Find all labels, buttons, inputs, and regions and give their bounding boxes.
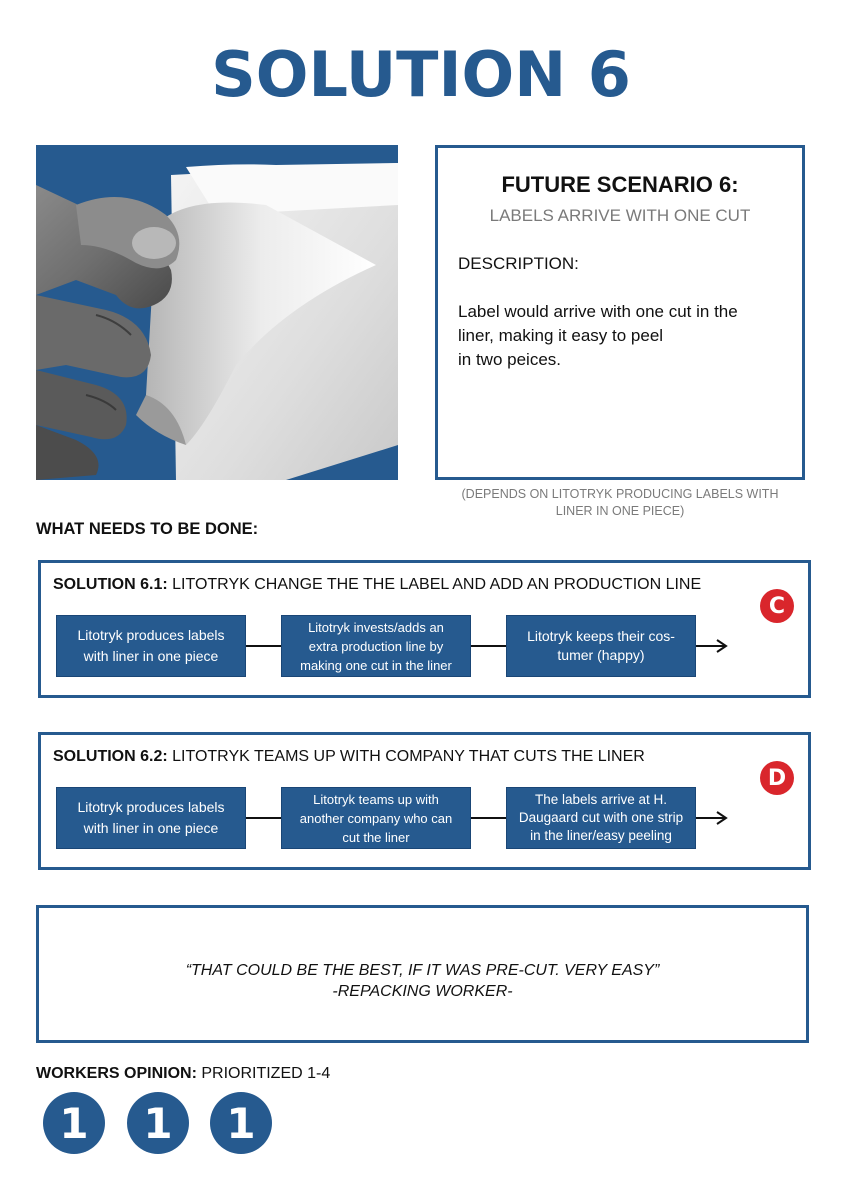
- worker-quote-card: [36, 905, 809, 1043]
- step-line: Daugaard cut with one strip: [518, 810, 684, 825]
- flow-step: [281, 787, 471, 849]
- scenario-subtitle: LABELS ARRIVE WITH ONE CUT: [489, 206, 751, 225]
- step-line: Litotryk produces labels: [77, 627, 225, 643]
- label-photo-illustration: [36, 145, 398, 480]
- step-line: cut the liner: [342, 829, 410, 845]
- step-line: with liner in one piece: [83, 820, 219, 836]
- solution-title: [53, 576, 701, 594]
- flow-step: [56, 787, 246, 849]
- solution-6-1-card: [38, 560, 811, 698]
- quote-attribution: -REPACKING WORKER-: [332, 983, 513, 1000]
- flow-connector: [471, 817, 506, 819]
- description-label: DESCRIPTION:: [458, 254, 579, 273]
- solution-title: [53, 748, 645, 766]
- dependency-line: LINER IN ONE PIECE): [555, 504, 685, 518]
- flow-connector: [246, 817, 281, 819]
- solution-badge: C: [760, 589, 794, 623]
- label-peeling-photo: [36, 145, 398, 480]
- dependency-line: (DEPENDS ON LITOTRYK PRODUCING LABELS WITH: [461, 487, 779, 501]
- flow-step: [506, 615, 696, 677]
- flow-connector: [246, 645, 281, 647]
- future-scenario-card: [435, 145, 805, 480]
- flow-step: [281, 615, 471, 677]
- step-line: Litotryk keeps their cos-: [527, 628, 675, 644]
- step-line: with liner in one piece: [83, 648, 219, 664]
- worker-quote: [39, 960, 806, 1002]
- what-needs-heading: WHAT NEEDS TO BE DONE:: [36, 520, 259, 538]
- solution-badge: D: [760, 761, 794, 795]
- flow-step: [506, 787, 696, 849]
- step-line: tumer (happy): [557, 647, 645, 663]
- step-line: The labels arrive at H.: [534, 792, 668, 807]
- step-line: Litotryk teams up with: [313, 791, 439, 807]
- solution-description: LITOTRYK TEAMS UP WITH COMPANY THAT CUTS THE LINER: [167, 748, 645, 765]
- solution-6-2-card: [38, 732, 811, 870]
- priority-rank-badge: 1: [210, 1092, 272, 1154]
- quote-text: “THAT COULD BE THE BEST, IF IT WAS PRE-CUT. VERY EASY”: [185, 962, 660, 979]
- description-line: liner, making it easy to peel: [458, 326, 664, 345]
- opinion-heading: WORKERS OPINION:: [36, 1065, 197, 1082]
- arrow-right-icon: [696, 810, 728, 826]
- dependency-note: [435, 486, 805, 520]
- step-line: in the liner/easy peeling: [530, 828, 672, 843]
- step-line: Litotryk produces labels: [77, 799, 225, 815]
- scenario-description: [458, 300, 788, 372]
- arrow-right-icon: [696, 638, 728, 654]
- flow-step: [56, 615, 246, 677]
- step-line: another company who can: [299, 810, 453, 826]
- description-line: in two peices.: [458, 350, 561, 369]
- opinion-value: PRIORITIZED 1-4: [196, 1065, 331, 1082]
- flow-connector: [471, 645, 506, 647]
- solution-label: SOLUTION 6.2:: [53, 748, 168, 765]
- description-line: Label would arrive with one cut in the: [458, 302, 738, 321]
- step-line: extra production line by: [308, 638, 444, 654]
- step-line: making one cut in the liner: [300, 657, 452, 673]
- priority-rank-badge: 1: [43, 1092, 105, 1154]
- workers-opinion-label: [36, 1065, 330, 1083]
- priority-rank-badge: 1: [127, 1092, 189, 1154]
- solution-description: LITOTRYK CHANGE THE THE LABEL AND ADD AN PRODUCTION LINE: [167, 576, 702, 593]
- step-line: Litotryk invests/adds an: [308, 619, 444, 635]
- page-title: SOLUTION 6: [211, 38, 631, 111]
- solution-label: SOLUTION 6.1:: [53, 576, 168, 593]
- scenario-title: FUTURE SCENARIO 6:: [501, 172, 739, 197]
